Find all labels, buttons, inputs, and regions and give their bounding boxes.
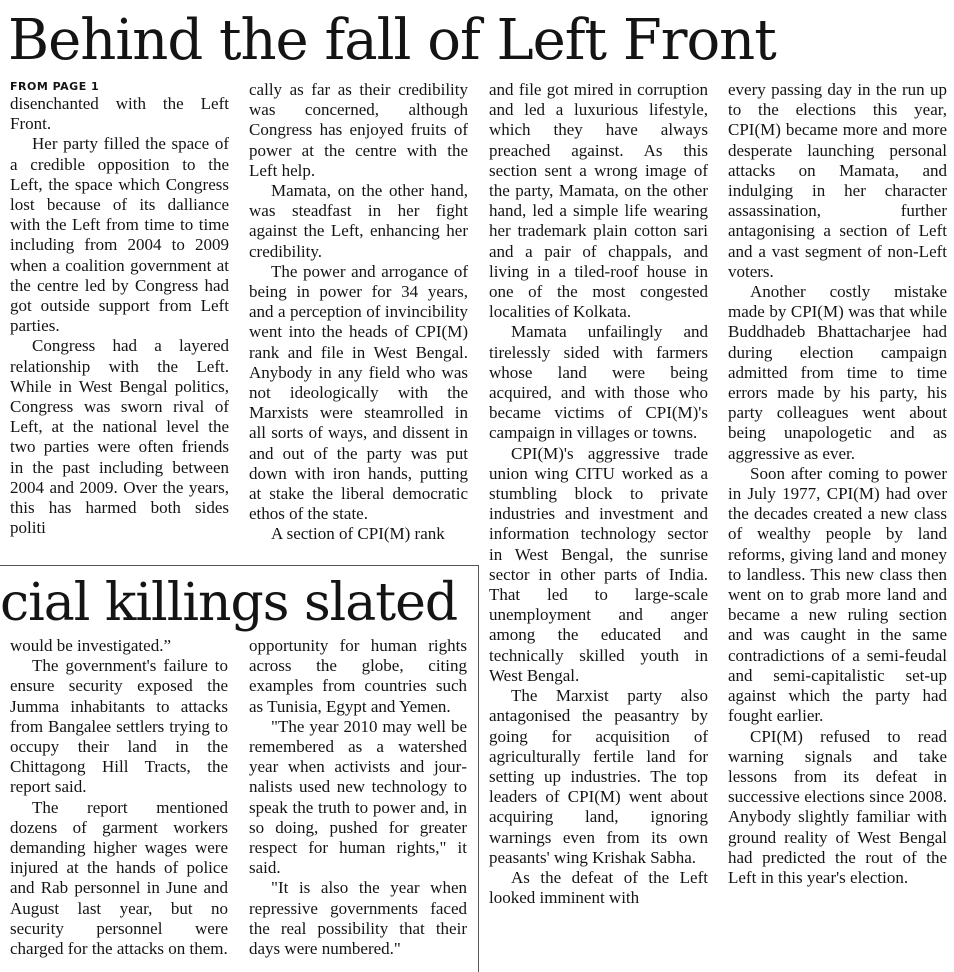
paragraph: cally as far as their credibility was concerned, although Congress has enjoyed fruits of power at the centre with the Left help.: [249, 80, 468, 180]
paragraph: Another costly mistake made by CPI(M) was that while Buddhadeb Bhattacharjee had during election campaign admitted from time to time errors made by his party, his party colleagues went about being unapologetic and as aggressive as ever.: [728, 282, 947, 463]
paragraph: opportunity for human rights across the globe, citing examples from countries such as Tunisia, Egypt and Yemen.: [249, 636, 467, 716]
paragraph: CPI(M)'s aggressive trade union wing CITU worked as a stumbling block to private industries and investment and information technology sector in West Bengal, the sunrise sector in other parts of India. That led to large-scale unemployment and anger among the educated and technically skilled youth in West Bengal.: [489, 443, 708, 685]
story-divider-vertical: [478, 565, 479, 972]
story2-column-1: [10, 636, 228, 972]
paragraph: would be investigated.”: [10, 636, 171, 655]
story-divider-horizontal: [0, 565, 479, 566]
story2-column-2: [249, 636, 467, 972]
kicker: FROM PAGE 1: [10, 80, 100, 93]
paragraph: "The year 2010 may well be remembered as a watershed year when activists and journalists used new technology to speak the truth to power and, in so doing, pushed for greater respect for human rights," it said.: [249, 716, 467, 878]
paragraph: every passing day in the run up to the elections this year, CPI(M) became more and more desperate launching personal attacks on Mamata, and indulging in her character assassination, further antagonising a section of Left and a vast segment of non-Left voters.: [728, 80, 947, 281]
paragraph: Soon after coming to power in July 1977, CPI(M) had over the decades created a new class of wealthy people by land reforms, giving land and money to landless. This new class then went on to grab more land and became a new ruling section and was caught in the same contradictions of a semi-feudal and semi-capitalistic set-up against which the party had fought earlier.: [728, 463, 947, 726]
story1-column-2: [249, 80, 468, 555]
paragraph: The report mentioned dozens of garment workers demanding higher wages were injured at the hands of police and Rab personnel in June and August last year, but no security personnel were charged for the attacks on them.: [10, 797, 228, 959]
paragraph: Mamata, on the other hand, was steadfast in her fight against the Left, enhancing her credibility.: [249, 181, 468, 261]
paragraph: Her party filled the space of a credible opposition to the Left, the space which Congress lost because of its dalliance with the Left from time to time including from 2004 to 2009 when a coalition government at the centre led by Congress had got outside support from Left parties.: [10, 134, 229, 336]
paragraph: The government's failure to ensure security exposed the Jumma inhabitants to attacks from Bangalee settlers trying to occupy their land in the Chittagong Hill Tracts, the report said.: [10, 656, 228, 797]
paragraph: The Marxist party also antagonised the peasantry by going for acquisition of agriculturally fertile land for setting up industries. The top leaders of CPI(M) went about acquiring land, ignoring warnings even from its own peasants' wing Krishak Sabha.: [489, 686, 708, 867]
paragraph: As the defeat of the Left looked imminent with: [489, 867, 708, 908]
paragraph: and file got mired in corruption and led a luxurious lifestyle, which they have always preached against. As this section sent a wrong image of the party, Mamata, on the other hand, led a simple life wearing her trademark plain cotton sari and a pair of chappals, and living in a tiled-roof house in one of the most congested localities of Kolkata.: [489, 80, 708, 322]
story1-column-4: [728, 80, 947, 972]
paragraph: Mamata unfailingly and tirelessly sided with farmers whose land were being acquired, and with those who became victims of CPI(M)'s campaign in villages or towns.: [489, 322, 708, 443]
story1-column-3: [489, 80, 708, 972]
story1-column-1: [10, 80, 229, 555]
paragraph: The power and arrogance of being in power for 34 years, and a perception of invincibility went into the heads of CPI(M) rank and file in West Bengal. Anybody in any field who was not ideologically with the Marxists were steamrolled in all sorts of ways, and dissent in and out of the party was put down with iron hands, putting at stake the liberal democratic ethos of the state.: [249, 261, 468, 524]
paragraph: "It is also the year when repressive governments faced the real possibility that their days were numbered.": [249, 878, 467, 959]
second-headline: cial killings slated: [0, 573, 458, 633]
paragraph: Congress had a layered relationship with the Left. While in West Bengal politics, Congress was sworn rival of Left, at the national level the two parties were often friends in the past including between 2004 and 2009. Over the years, this has harmed both sides politi: [10, 336, 229, 538]
headline: Behind the fall of Left Front: [8, 8, 776, 73]
paragraph: disenchanted with the Left Front.: [10, 94, 229, 134]
paragraph: CPI(M) refused to read warning signals and take lessons from its defeat in successive elections since 2008. Anybody slightly familiar with ground reality of West Bengal had predicted the rout of the Left in this year's election.: [728, 726, 947, 887]
paragraph: A section of CPI(M) rank: [271, 524, 445, 544]
